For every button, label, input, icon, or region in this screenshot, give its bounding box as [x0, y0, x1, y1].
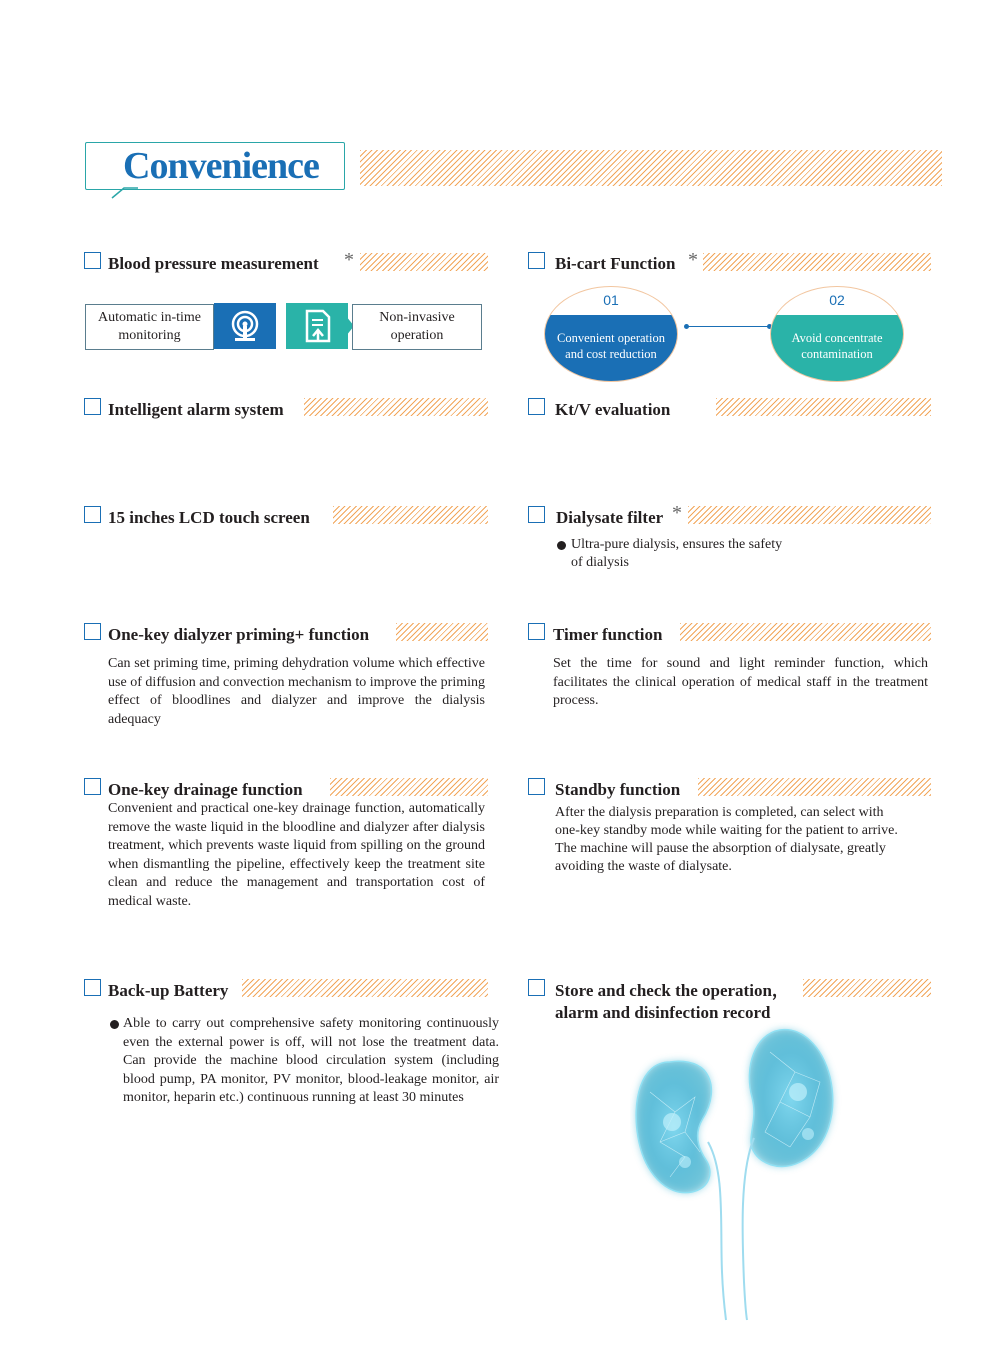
- record-hatch: [803, 979, 931, 997]
- standby-line1: After the dialysis preparation is completed, can select with: [555, 805, 884, 820]
- bp-left-label-line1: Automatic in-time: [97, 310, 202, 325]
- checkbox-icon: [84, 778, 101, 795]
- bicart-item-1: [544, 286, 678, 382]
- dialysate-bullet-line1: Ultra-pure dialysis, ensures the safety: [571, 537, 783, 552]
- lcd-hatch: [333, 506, 488, 524]
- drainage-heading: One-key drainage function: [108, 780, 303, 799]
- checkbox-icon: [84, 252, 101, 269]
- bicart-heading: Bi-cart Function: [555, 254, 676, 273]
- bp-left-label: [85, 304, 214, 350]
- bicart-item-2-num: 02: [829, 292, 845, 308]
- ktv-heading: Kt/V evaluation: [555, 400, 671, 419]
- lcd-heading: 15 inches LCD touch screen: [108, 508, 310, 527]
- standby-line2: one-key standby mode while waiting for the patient to arrive.: [555, 823, 898, 838]
- battery-hatch: [242, 979, 488, 997]
- document-upload-icon: [286, 303, 348, 349]
- checkbox-icon: [84, 979, 101, 996]
- standby-line4: avoiding the waste of dialysate.: [555, 859, 732, 874]
- bp-right-label-line1: Non-invasive: [379, 310, 455, 325]
- drainage-text: Convenient and practical one-key drainage function, automatically remove the waste liquid in the bloodline and dialyzer after dialysis treatment, which prevents waste liquid from spilling on the ground when dismantling the pipeline, effectively keep the treatment site clean and reduce the management and transportation cost of medical waste.: [108, 801, 485, 909]
- bicart-item-2-line2: contamination: [801, 347, 873, 361]
- timer-heading: Timer function: [553, 625, 663, 644]
- drainage-hatch: [330, 778, 488, 796]
- bp-star: *: [344, 249, 354, 271]
- battery-text: Able to carry out comprehensive safety monitoring continuously even the external power is off, will not lose the treatment data. Can provide the machine blood circulation system (including blood pump, PA monitor, PV monitor, blood-leakage monitor, air monitor, heparin etc.) continuous running at least 30 minutes: [123, 1016, 499, 1105]
- bicart-item-2-line1: Avoid concentrate: [791, 331, 883, 345]
- signal-icon: [214, 303, 276, 349]
- standby-hatch: [698, 778, 931, 796]
- dialysate-bullet-line2: of dialysis: [571, 555, 629, 570]
- timer-text: Set the time for sound and light reminder function, which facilitates the clinical operation of medical staff in the treatment process.: [553, 656, 928, 708]
- connector-dot-icon: [684, 324, 689, 329]
- record-heading-line2: alarm and disinfection record: [555, 1003, 771, 1022]
- bullet-icon: [110, 1020, 119, 1029]
- bicart-item-2: [770, 286, 904, 382]
- timer-hatch: [680, 623, 931, 641]
- dialysate-star: *: [672, 502, 682, 524]
- checkbox-icon: [528, 398, 545, 415]
- alarm-heading: Intelligent alarm system: [108, 400, 284, 419]
- ktv-hatch: [716, 398, 931, 416]
- checkbox-icon: [528, 506, 545, 523]
- checkbox-icon: [528, 252, 545, 269]
- checkbox-icon: [528, 623, 545, 640]
- page-title: Convenience: [123, 145, 319, 187]
- bicart-item-1-line1: Convenient operation: [557, 331, 665, 345]
- checkbox-icon: [84, 398, 101, 415]
- bullet-icon: [557, 541, 566, 550]
- bp-right-label-line2: operation: [390, 328, 444, 343]
- priming-hatch: [396, 623, 488, 641]
- bicart-item-1-num: 01: [603, 292, 619, 308]
- checkbox-icon: [84, 506, 101, 523]
- priming-heading: One-key dialyzer priming+ function: [108, 625, 370, 644]
- bp-right-label: [352, 304, 482, 350]
- standby-heading: Standby function: [555, 780, 681, 799]
- bp-hatch: [360, 253, 488, 271]
- dialysate-hatch: [688, 506, 931, 524]
- alarm-hatch: [304, 398, 488, 416]
- checkbox-icon: [528, 778, 545, 795]
- priming-text: Can set priming time, priming dehydration volume which effective use of diffusion and convection mechanism to improve the priming effect of bloodlines and dialyzer and improve the dialysis adequacy: [108, 656, 485, 727]
- kidneys-illustration: [630, 1022, 850, 1322]
- bicart-connector: [686, 326, 770, 327]
- bicart-hatch: [703, 253, 931, 271]
- dialysate-heading: Dialysate filter: [556, 508, 664, 527]
- checkbox-icon: [528, 979, 545, 996]
- title-hatch: [360, 150, 942, 186]
- bp-heading: Blood pressure measurement: [108, 254, 319, 273]
- battery-heading: Back-up Battery: [108, 981, 229, 1000]
- bp-left-label-line2: monitoring: [118, 328, 181, 343]
- checkbox-icon: [84, 623, 101, 640]
- standby-line3: The machine will pause the absorption of dialysate, greatly: [555, 841, 886, 856]
- bicart-star: *: [688, 249, 698, 271]
- bicart-item-1-line2: and cost reduction: [565, 347, 657, 361]
- record-heading-line1: Store and check the operation，: [555, 981, 789, 1000]
